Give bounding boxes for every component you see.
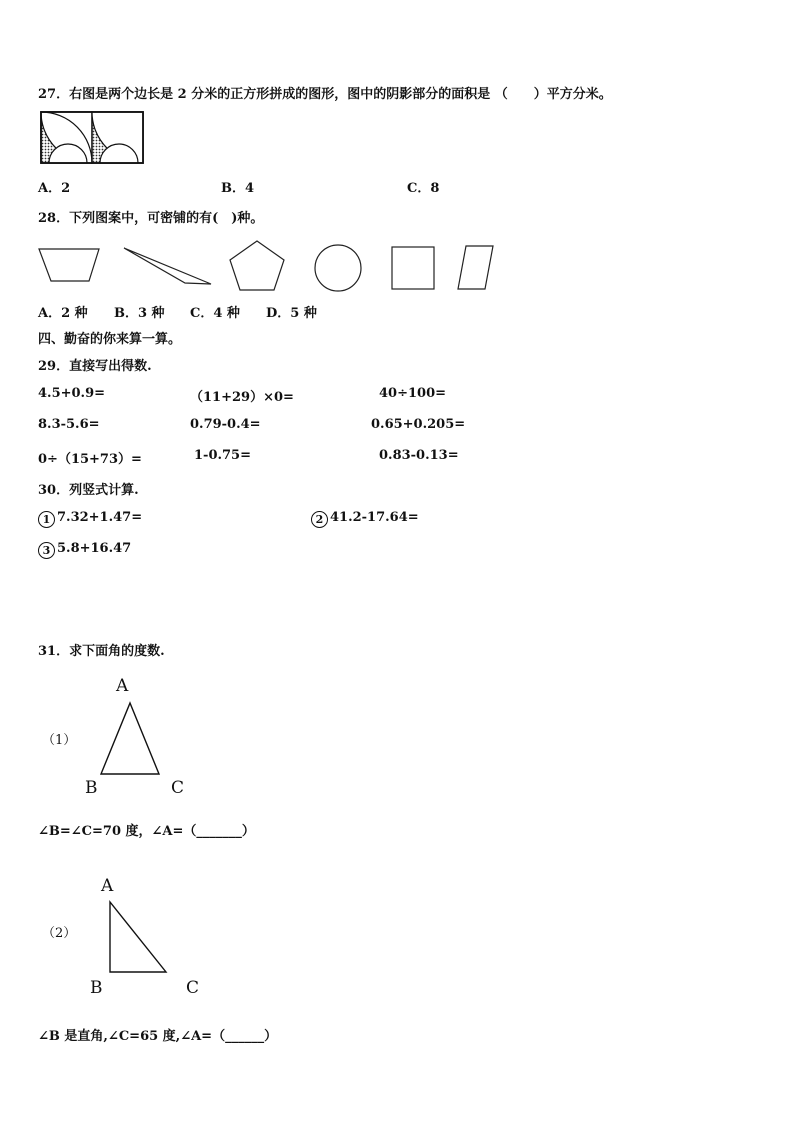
vertex-b-label: B [90,978,103,998]
vertex-a-label: A [116,676,129,696]
q29-r1c1: 4.5+0.9= [38,386,106,401]
circle-icon [315,245,361,291]
square-icon [392,247,434,289]
q30-expr: 7.32+1.47= [57,510,143,525]
q31-part1-label: （1） [42,733,77,748]
vertex-a-label: A [101,876,114,896]
q29-r3c3: 0.83-0.13= [379,448,459,463]
q27-option-c[interactable]: C．8 [407,181,440,196]
q31-triangle-2 [109,901,169,975]
q30-expr: 41.2-17.64= [330,510,419,525]
q27-figure [41,112,143,163]
q29-r3c1: 0÷（15+73）= [38,452,142,467]
q29-r2c1: 8.3-5.6= [38,417,100,432]
triangle-icon [124,248,211,284]
parallelogram-icon [458,246,493,289]
q29-r3c2: 1-0.75= [194,448,251,463]
q31-part2-label: （2） [42,926,77,941]
circled-number: 3 [38,542,55,559]
q28-option-c[interactable]: C．4 种 [190,306,240,321]
q30-item-1 [38,510,142,528]
q29-r1c2: （11+29）×0= [190,390,294,405]
q31-part2-question: ∠B 是直角,∠C=65 度,∠A=（______） [38,1029,278,1044]
q30-item-3 [38,541,131,559]
q31-triangle-1 [100,702,162,776]
q29-r2c3: 0.65+0.205= [371,417,466,432]
trapezoid-icon [39,249,99,281]
vertex-c-label: C [186,978,200,998]
q28-shapes [35,238,500,298]
q31-part1-question: ∠B=∠C=70 度，∠A=（_______） [38,824,255,839]
q27-option-a[interactable]: A．2 [38,181,71,196]
q28-option-d[interactable]: D．5 种 [266,306,317,321]
vertex-c-label: C [171,778,185,798]
q27-option-b[interactable]: B．4 [221,181,255,196]
q30-item-2 [311,510,419,528]
pentagon-icon [230,241,284,290]
q28-option-b[interactable]: B．3 种 [114,306,165,321]
q31-text: 31．求下面角的度数. [38,644,165,659]
q30-expr: 5.8+16.47 [57,541,132,556]
section-title: 四、勤奋的你来算一算。 [38,332,182,347]
circled-number: 1 [38,511,55,528]
q28-option-a[interactable]: A．2 种 [38,306,88,321]
q27-text: 27．右图是两个边长是 2 分米的正方形拼成的图形，图中的阴影部分的面积是 （ ）平方分米。 [38,87,612,102]
q29-r1c3: 40÷100= [379,386,447,401]
vertex-b-label: B [85,778,98,798]
q30-text: 30．列竖式计算. [38,483,139,498]
q29-r2c2: 0.79-0.4= [190,417,261,432]
circled-number: 2 [311,511,328,528]
q28-text: 28．下列图案中，可密铺的有( )种。 [38,211,264,226]
q29-text: 29．直接写出得数. [38,359,152,374]
